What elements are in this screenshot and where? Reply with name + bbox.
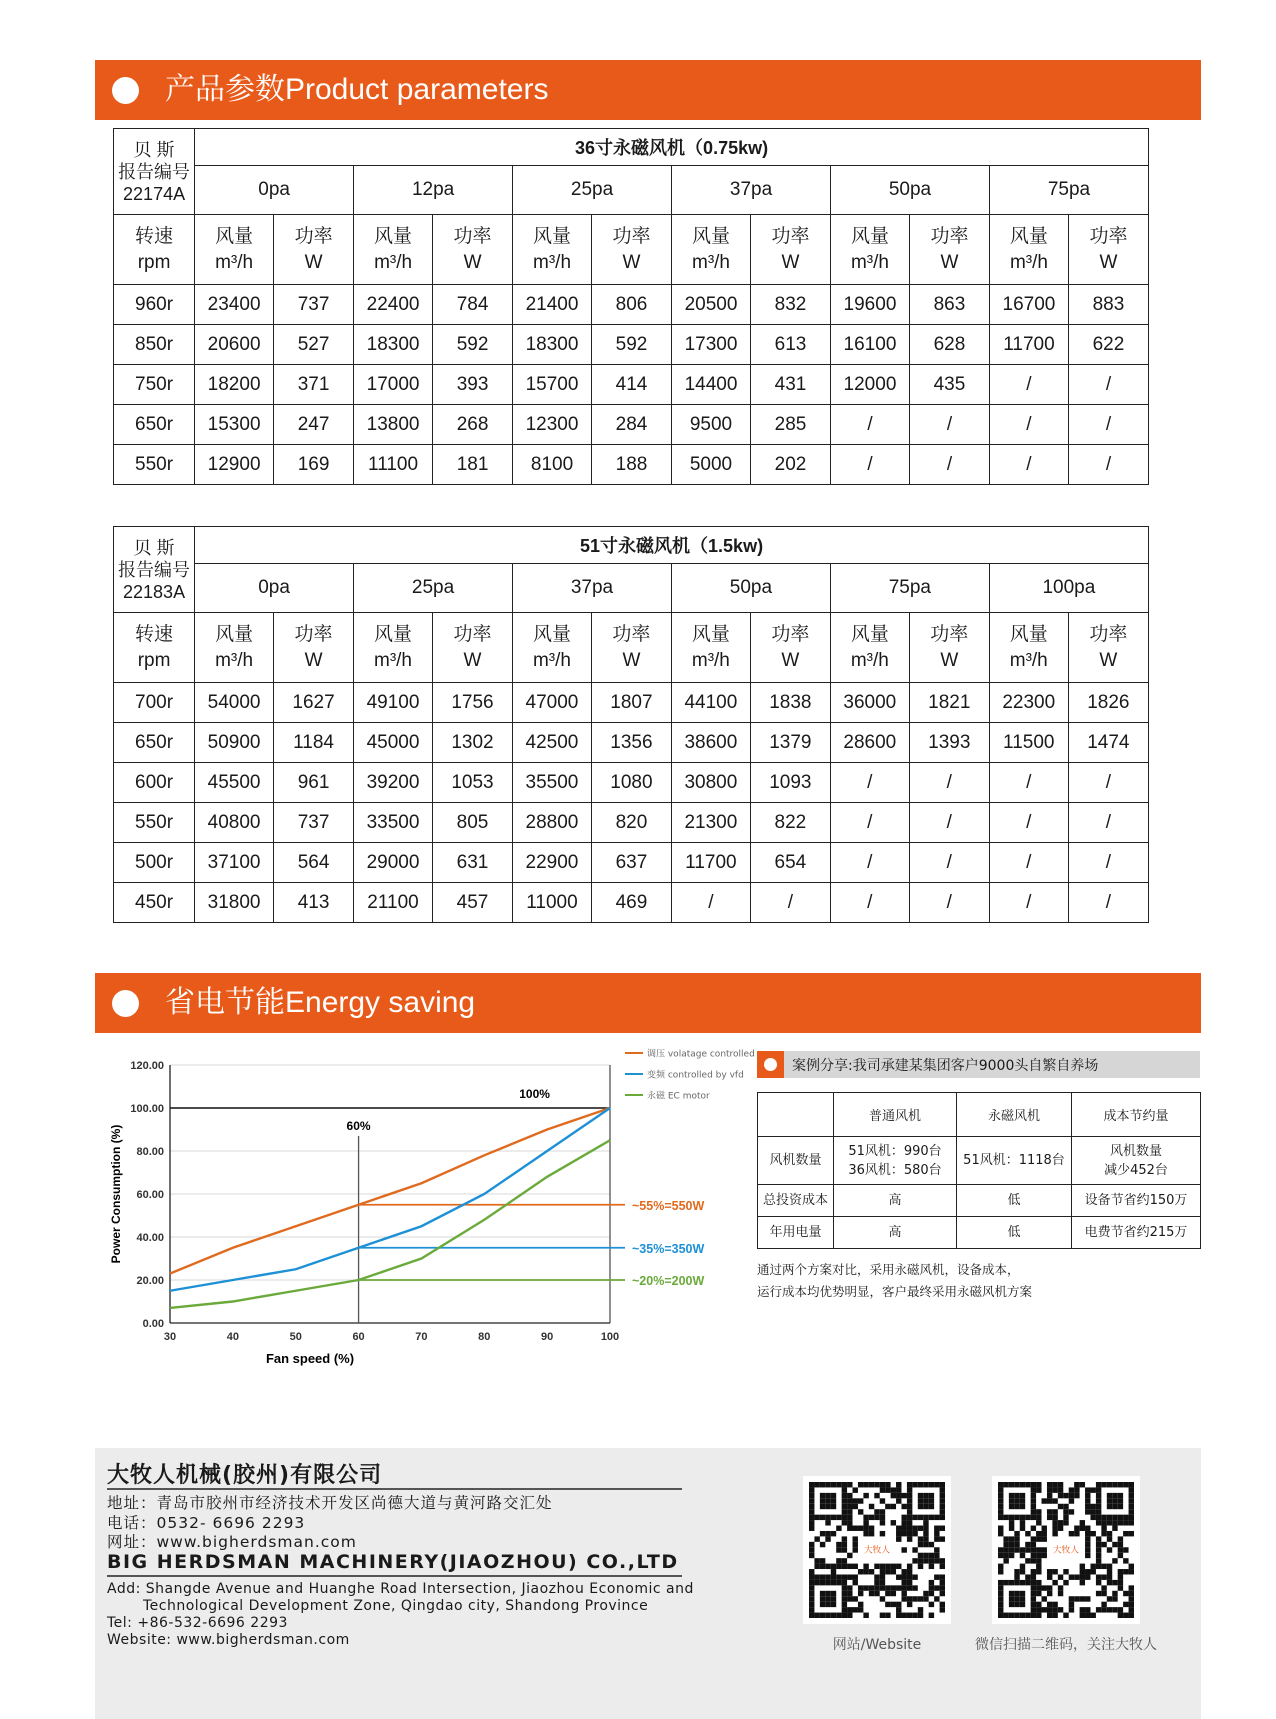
power-cell: 1053 [432, 763, 512, 803]
speed-cell: 450r [114, 883, 195, 923]
report-label-2: 报告编号 [118, 161, 191, 182]
address-en-2: Technological Development Zone, Qingdao city, Shandong Province [143, 1598, 649, 1614]
case-row [758, 1217, 1201, 1249]
pressure-header: 50pa [831, 166, 990, 215]
table-row [114, 843, 1149, 883]
case-cell: 51风机：990台 36风机：580台 [834, 1137, 957, 1185]
report-label-2: 报告编号 [118, 559, 191, 580]
annotation-60: 60% [346, 1118, 371, 1133]
power-cell: / [1068, 445, 1148, 485]
case-header [757, 1051, 1200, 1078]
power-header: 功率 W [432, 613, 512, 683]
report-label-1: 贝 斯 [133, 139, 175, 160]
model-title: 36寸永磁风机（0.75kw) [195, 129, 1149, 166]
power-cell: 181 [433, 445, 513, 485]
power-cell: 820 [591, 803, 671, 843]
power-cell: 1393 [909, 723, 989, 763]
case-cell: 高 [834, 1185, 957, 1217]
series-line [170, 1140, 610, 1308]
airflow-cell: 11700 [989, 325, 1068, 365]
power-cell: 1184 [274, 723, 354, 763]
website-qr-code[interactable] [803, 1476, 951, 1624]
power-cell: 784 [433, 285, 513, 325]
airflow-header: 风量 m³/h [195, 215, 274, 285]
pressure-header: 12pa [354, 166, 513, 215]
airflow-cell: 23400 [195, 285, 274, 325]
footer [95, 1448, 1201, 1719]
power-cell: 435 [909, 365, 989, 405]
power-cell: 592 [433, 325, 513, 365]
level-label: ~35%=350W [632, 1241, 705, 1256]
power-cell: / [1068, 843, 1148, 883]
pressure-header: 75pa [830, 564, 989, 613]
y-tick-label: 40.00 [136, 1232, 164, 1244]
speed-cell: 850r [114, 325, 195, 365]
speed-cell: 550r [114, 803, 195, 843]
table-row [114, 445, 1149, 485]
airflow-header: 风量 m³/h [989, 613, 1068, 683]
airflow-header: 风量 m³/h [830, 613, 909, 683]
legend-entry: 变频 controlled by vfd [647, 1070, 744, 1081]
x-tick-label: 60 [352, 1331, 365, 1343]
power-cell: / [750, 883, 830, 923]
case-cell: 设备节省约150万 [1072, 1185, 1201, 1217]
report-number-cell [114, 129, 195, 215]
x-tick-label: 50 [289, 1331, 302, 1343]
section-title: 产品参数Product parameters [165, 73, 549, 106]
airflow-header: 风量 m³/h [354, 613, 433, 683]
case-cell: 电费节省约215万 [1072, 1217, 1201, 1249]
power-cell: 431 [750, 365, 830, 405]
phone-en: Tel: +86-532-6696 2293 [107, 1615, 288, 1631]
power-consumption-chart [95, 1040, 755, 1380]
airflow-cell: / [831, 405, 910, 445]
level-label: ~20%=200W [632, 1274, 705, 1288]
y-tick-label: 120.00 [130, 1060, 164, 1072]
airflow-header: 风量 m³/h [513, 215, 592, 285]
pressure-header: 25pa [513, 166, 672, 215]
airflow-cell: 16100 [831, 325, 910, 365]
case-row [758, 1185, 1201, 1217]
airflow-cell: / [831, 445, 910, 485]
product-table-51 [113, 526, 1149, 923]
airflow-cell: 40800 [195, 803, 274, 843]
pressure-header: 37pa [672, 166, 831, 215]
power-cell: 202 [750, 445, 830, 485]
power-cell: 883 [1068, 285, 1148, 325]
power-cell: 863 [909, 285, 989, 325]
x-tick-label: 30 [163, 1331, 177, 1343]
qr-caption-website: 网站/Website [832, 1637, 922, 1653]
table-row [114, 683, 1149, 723]
case-cell: 风机数量 减少452台 [1072, 1137, 1201, 1185]
case-column-header: 永磁风机 [957, 1093, 1072, 1137]
case-cell: 风机数量 [758, 1137, 834, 1185]
phone: 电话：0532- 6696 2293 [107, 1514, 306, 1532]
power-header: 功率 W [592, 215, 672, 285]
power-cell: / [909, 405, 989, 445]
airflow-header: 风量 m³/h [354, 215, 433, 285]
airflow-cell: 18300 [513, 325, 592, 365]
legend-entry: 调压 volatage controlled [647, 1049, 755, 1060]
y-tick-label: 20.00 [136, 1275, 164, 1287]
airflow-cell: 22300 [989, 683, 1068, 723]
speed-cell: 700r [114, 683, 195, 723]
airflow-cell: 39200 [354, 763, 433, 803]
airflow-cell: 54000 [195, 683, 274, 723]
power-cell: 1627 [274, 683, 354, 723]
power-cell: / [909, 803, 989, 843]
bullet-icon [764, 1058, 777, 1071]
power-cell: 371 [274, 365, 354, 405]
power-header: 功率 W [433, 215, 513, 285]
power-header: 功率 W [274, 215, 354, 285]
y-tick-label: 0.00 [142, 1318, 164, 1330]
airflow-cell: / [989, 405, 1068, 445]
power-cell: 805 [432, 803, 512, 843]
legend-entry: 永磁 EC motor [647, 1091, 710, 1102]
power-cell: / [1068, 763, 1148, 803]
speed-cell: 650r [114, 405, 195, 445]
power-cell: 654 [750, 843, 830, 883]
power-cell: 961 [274, 763, 354, 803]
case-cell: 低 [957, 1217, 1072, 1249]
report-number: 22183A [123, 581, 186, 602]
qr-logo-text: 大牧人 [1052, 1545, 1080, 1556]
y-tick-label: 80.00 [136, 1146, 164, 1158]
case-table [757, 1092, 1201, 1249]
airflow-cell: 17300 [672, 325, 751, 365]
section-header-energy-saving [95, 973, 1201, 1033]
speed-cell: 550r [114, 445, 195, 485]
case-note-1: 通过两个方案对比，采用永磁风机，设备成本， [757, 1262, 1020, 1277]
pressure-header: 25pa [354, 564, 513, 613]
pressure-header: 0pa [195, 564, 354, 613]
power-cell: / [909, 883, 989, 923]
x-tick-label: 90 [541, 1331, 554, 1343]
power-header: 功率 W [591, 613, 671, 683]
airflow-cell: 11700 [671, 843, 750, 883]
power-cell: / [1068, 803, 1148, 843]
airflow-cell: 38600 [671, 723, 750, 763]
series-line [170, 1108, 610, 1274]
airflow-cell: 11000 [512, 883, 591, 923]
case-column-header [758, 1093, 834, 1137]
power-cell: / [1068, 365, 1148, 405]
company-name-en: BIG HERDSMAN MACHINERY(JIAOZHOU) CO.,LTD [107, 1551, 679, 1573]
airflow-cell: 28600 [830, 723, 909, 763]
airflow-cell: 49100 [354, 683, 433, 723]
airflow-cell: 12900 [195, 445, 274, 485]
case-title: 案例分享:我司承建某集团客户9000头自繁自养场 [792, 1057, 1099, 1074]
company-name: 大牧人机械(胶州)有限公司 [107, 1463, 383, 1488]
airflow-cell: / [989, 445, 1068, 485]
power-cell: 1356 [591, 723, 671, 763]
airflow-cell: 36000 [830, 683, 909, 723]
airflow-cell: 15700 [513, 365, 592, 405]
case-cell: 总投资成本 [758, 1185, 834, 1217]
y-tick-label: 100.00 [130, 1103, 164, 1115]
power-cell: 413 [274, 883, 354, 923]
airflow-cell: / [671, 883, 750, 923]
airflow-cell: 12000 [831, 365, 910, 405]
case-cell: 年用电量 [758, 1217, 834, 1249]
airflow-cell: 21300 [671, 803, 750, 843]
airflow-cell: 19600 [831, 285, 910, 325]
speed-cell: 500r [114, 843, 195, 883]
case-column-header: 普通风机 [834, 1093, 957, 1137]
address: 地址：青岛市胶州市经济技术开发区尚德大道与黄河路交汇处 [107, 1494, 553, 1512]
power-cell: / [909, 843, 989, 883]
airflow-cell: / [989, 843, 1068, 883]
power-cell: / [909, 763, 989, 803]
level-label: ~55%=550W [632, 1198, 705, 1213]
power-cell: 637 [591, 843, 671, 883]
airflow-cell: 30800 [671, 763, 750, 803]
power-cell: 737 [274, 803, 354, 843]
table-row [114, 723, 1149, 763]
airflow-cell: 15300 [195, 405, 274, 445]
section-header-product-parameters [95, 60, 1201, 120]
power-cell: 414 [592, 365, 672, 405]
airflow-header: 风量 m³/h [195, 613, 274, 683]
airflow-cell: / [830, 763, 909, 803]
power-cell: 628 [909, 325, 989, 365]
airflow-cell: 11100 [354, 445, 433, 485]
product-table-36 [113, 128, 1149, 485]
power-cell: 457 [432, 883, 512, 923]
airflow-cell: 28800 [512, 803, 591, 843]
x-tick-label: 70 [415, 1331, 428, 1343]
power-cell: 188 [592, 445, 672, 485]
case-study [757, 1051, 1200, 1303]
bullet-icon [112, 77, 139, 104]
power-cell: 268 [433, 405, 513, 445]
airflow-cell: 18300 [354, 325, 433, 365]
x-tick-label: 100 [600, 1331, 620, 1343]
power-cell: 737 [274, 285, 354, 325]
section-title: 省电节能Energy saving [165, 986, 476, 1019]
website-en[interactable]: Website: www.bigherdsman.com [107, 1632, 350, 1648]
airflow-header: 风量 m³/h [671, 613, 750, 683]
table-row [114, 325, 1149, 365]
power-cell: 806 [592, 285, 672, 325]
pressure-header: 0pa [195, 166, 354, 215]
table-row [114, 883, 1149, 923]
power-cell: 822 [750, 803, 830, 843]
speed-cell: 750r [114, 365, 195, 405]
power-cell: / [909, 445, 989, 485]
speed-cell: 960r [114, 285, 195, 325]
airflow-cell: 45500 [195, 763, 274, 803]
power-cell: 1379 [750, 723, 830, 763]
address-en-1: Add: Shangde Avenue and Huanghe Road Intersection, Jiaozhou Economic and [107, 1581, 694, 1597]
x-tick-label: 80 [478, 1331, 491, 1343]
power-cell: 1807 [591, 683, 671, 723]
airflow-cell: 20500 [672, 285, 751, 325]
power-cell: 1826 [1068, 683, 1148, 723]
power-cell: 393 [433, 365, 513, 405]
annotation-100: 100% [519, 1087, 550, 1101]
power-cell: 1756 [432, 683, 512, 723]
airflow-header: 风量 m³/h [672, 215, 751, 285]
airflow-cell: 35500 [512, 763, 591, 803]
power-cell: 527 [274, 325, 354, 365]
power-cell: 1474 [1068, 723, 1148, 763]
power-cell: 832 [750, 285, 830, 325]
airflow-cell: 21100 [354, 883, 433, 923]
airflow-cell: 29000 [354, 843, 433, 883]
case-cell: 低 [957, 1185, 1072, 1217]
power-cell: 1821 [909, 683, 989, 723]
airflow-cell: / [989, 763, 1068, 803]
airflow-cell: 31800 [195, 883, 274, 923]
airflow-cell: / [830, 803, 909, 843]
case-row [758, 1137, 1201, 1185]
case-note-2: 运行成本均优势明显，客户最终采用永磁风机方案 [757, 1284, 1033, 1299]
airflow-header: 风量 m³/h [989, 215, 1068, 285]
airflow-cell: 44100 [671, 683, 750, 723]
report-number: 22174A [123, 183, 186, 204]
airflow-cell: 14400 [672, 365, 751, 405]
airflow-cell: 16700 [989, 285, 1068, 325]
wechat-qr-code[interactable] [992, 1476, 1140, 1624]
power-header: 功率 W [909, 215, 989, 285]
airflow-cell: 37100 [195, 843, 274, 883]
power-header: 功率 W [750, 613, 830, 683]
power-cell: 564 [274, 843, 354, 883]
power-cell: 1838 [750, 683, 830, 723]
speed-header: 转速 rpm [114, 613, 195, 683]
power-cell: 469 [591, 883, 671, 923]
power-cell: 169 [274, 445, 354, 485]
qr-logo-text: 大牧人 [863, 1545, 891, 1556]
power-cell: 631 [432, 843, 512, 883]
airflow-cell: 45000 [354, 723, 433, 763]
airflow-cell: / [830, 883, 909, 923]
table-row [114, 405, 1149, 445]
case-cell: 高 [834, 1217, 957, 1249]
speed-header: 转速 rpm [114, 215, 195, 285]
airflow-cell: 11500 [989, 723, 1068, 763]
case-cell: 51风机：1118台 [957, 1137, 1072, 1185]
airflow-cell: 8100 [513, 445, 592, 485]
table-row [114, 285, 1149, 325]
report-label-1: 贝 斯 [133, 537, 175, 558]
power-cell: 247 [274, 405, 354, 445]
website-link[interactable]: 网址：www.bigherdsman.com [107, 1533, 357, 1551]
airflow-cell: 50900 [195, 723, 274, 763]
power-cell: 1080 [591, 763, 671, 803]
airflow-cell: / [830, 843, 909, 883]
table-row [114, 763, 1149, 803]
power-cell: / [1068, 405, 1148, 445]
airflow-cell: / [989, 365, 1068, 405]
case-column-header: 成本节约量 [1072, 1093, 1201, 1137]
pressure-header: 37pa [512, 564, 671, 613]
power-cell: 1302 [432, 723, 512, 763]
x-axis-label: Fan speed (%) [265, 1351, 355, 1366]
airflow-cell: 13800 [354, 405, 433, 445]
airflow-cell: 18200 [195, 365, 274, 405]
airflow-cell: 17000 [354, 365, 433, 405]
model-title: 51寸永磁风机（1.5kw) [195, 527, 1149, 564]
power-cell: 613 [750, 325, 830, 365]
airflow-cell: 33500 [354, 803, 433, 843]
table-row [114, 365, 1149, 405]
power-cell: 622 [1068, 325, 1148, 365]
airflow-header: 风量 m³/h [512, 613, 591, 683]
table-row [114, 803, 1149, 843]
pressure-header: 50pa [671, 564, 830, 613]
pressure-header: 75pa [989, 166, 1148, 215]
power-cell: 1093 [750, 763, 830, 803]
airflow-cell: 22400 [354, 285, 433, 325]
bullet-icon [112, 990, 139, 1017]
airflow-cell: 22900 [512, 843, 591, 883]
airflow-cell: 21400 [513, 285, 592, 325]
x-tick-label: 40 [226, 1331, 239, 1343]
speed-cell: 650r [114, 723, 195, 763]
power-header: 功率 W [1068, 215, 1148, 285]
pressure-header: 100pa [989, 564, 1148, 613]
y-tick-label: 60.00 [136, 1189, 164, 1201]
power-cell: 284 [592, 405, 672, 445]
y-axis-label: Power Consumption (%) [109, 1124, 123, 1264]
power-header: 功率 W [1068, 613, 1148, 683]
power-header: 功率 W [750, 215, 830, 285]
airflow-cell: 47000 [512, 683, 591, 723]
airflow-cell: 12300 [513, 405, 592, 445]
power-cell: / [1068, 883, 1148, 923]
airflow-cell: / [989, 883, 1068, 923]
speed-cell: 600r [114, 763, 195, 803]
airflow-cell: 5000 [672, 445, 751, 485]
power-header: 功率 W [274, 613, 354, 683]
power-cell: 285 [750, 405, 830, 445]
series-line [170, 1108, 610, 1291]
airflow-cell: 42500 [512, 723, 591, 763]
airflow-cell: / [989, 803, 1068, 843]
airflow-cell: 9500 [672, 405, 751, 445]
power-cell: 592 [592, 325, 672, 365]
airflow-cell: 20600 [195, 325, 274, 365]
power-header: 功率 W [909, 613, 989, 683]
airflow-header: 风量 m³/h [831, 215, 910, 285]
qr-caption-wechat: 微信扫描二维码，关注大牧人 [975, 1637, 1157, 1653]
report-number-cell [114, 527, 195, 613]
